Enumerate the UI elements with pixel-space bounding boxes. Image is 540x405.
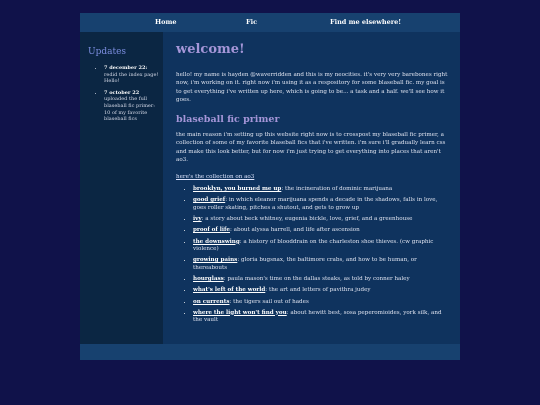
fic-description: : a story about beck whitney, eugenia bickle, love, grief, and a greenhouse: [201, 216, 413, 223]
fic-item: [193, 310, 452, 326]
fic-item: [193, 257, 452, 273]
update-date: 7 october 22: [104, 89, 140, 96]
top-nav: [80, 13, 460, 32]
fic-item: [193, 239, 452, 255]
primer-paragraph: the main reason i'm setting up this website right now is to crosspost my blaseball fic primer, a collection of some of my favorite blaseball fics that i've written. i'm sure i'll gradually learn css and make this look better, but for now i'm just trying to get everything into places that aren't ao3.: [176, 132, 446, 164]
ao3-collection-link[interactable]: here's the collection on ao3: [176, 174, 255, 181]
content-area: [80, 32, 460, 344]
fic-item: [193, 186, 452, 194]
updates-sidebar: [80, 32, 163, 344]
fic-item: [193, 227, 452, 235]
update-text: redid the index page! Hello!: [104, 71, 159, 85]
primer-heading: blaseball fic primer: [176, 114, 280, 126]
fic-item: [193, 197, 452, 213]
fic-link[interactable]: proof of life: [193, 227, 230, 234]
fic-description: : gloria bugsnax, the baltimore crabs, and how to be human, or thereabouts: [193, 257, 417, 272]
fic-link[interactable]: hourglass: [193, 276, 224, 283]
updates-list: [80, 65, 163, 123]
footer-bar: [80, 344, 460, 360]
nav-fic[interactable]: Fic: [246, 18, 258, 26]
fic-description: : about alyssa harrell, and life after ascension: [229, 227, 360, 234]
fic-link[interactable]: what's left of the world: [193, 287, 266, 294]
update-date: 7 december 22:: [104, 65, 148, 71]
fic-link[interactable]: brooklyn, you burned me up: [193, 186, 282, 193]
fic-description: : in which eleanor marijuana spends a decade in the shadows, falls in love, goes roller skating, pitches a shutout, and gets to grow up: [193, 197, 438, 212]
fic-description: : about hewitt best, sosa peperomioides, york silk, and the vault: [193, 309, 442, 324]
fic-link[interactable]: growing pains: [193, 257, 238, 264]
fic-description: : a history of blooddrain on the charleston shoe thieves. (cw graphic violence): [193, 238, 434, 253]
fic-description: : the incineration of dominic marijuana: [281, 186, 393, 193]
fic-link[interactable]: on currents: [193, 298, 230, 305]
fic-description: : paula mason's time on the dallas steaks, as told by conner haley: [223, 276, 410, 283]
updates-title: Updates: [88, 47, 127, 57]
fic-item: [193, 276, 452, 284]
fic-link[interactable]: good grief: [193, 197, 226, 204]
fic-link[interactable]: the downswing: [193, 238, 240, 245]
fic-description: : the art and letters of pavithra judey: [265, 287, 371, 294]
update-item: [104, 90, 159, 123]
fic-item: [193, 216, 452, 224]
main-content: [163, 32, 460, 344]
fic-link[interactable]: ivy: [193, 216, 202, 223]
fic-item: [193, 299, 452, 307]
fic-description: : the tigers sail out of hades: [229, 298, 309, 305]
update-item: [104, 65, 159, 85]
fic-item: [193, 287, 452, 295]
nav-find-me-elsewhere[interactable]: Find me elsewhere!: [330, 18, 402, 26]
page-wrapper: [80, 13, 460, 360]
nav-home[interactable]: Home: [155, 18, 177, 26]
fic-link[interactable]: where the light won't find you: [193, 309, 287, 316]
update-text: uploaded the full blaseball fic primer: 10 of my favorite blaseball fics: [104, 96, 155, 123]
intro-paragraph: hello! my name is hayden @waverridden and this is my neocities. it's very very barebones right now, i'm working on it. right now i'm using it as a respository for some blaseball fic. my goal is to get everything i've written up here, which is going to be... a task and a half. we'll see how it goes.: [176, 72, 448, 103]
fic-list: [176, 186, 452, 325]
welcome-heading: welcome!: [176, 42, 245, 57]
